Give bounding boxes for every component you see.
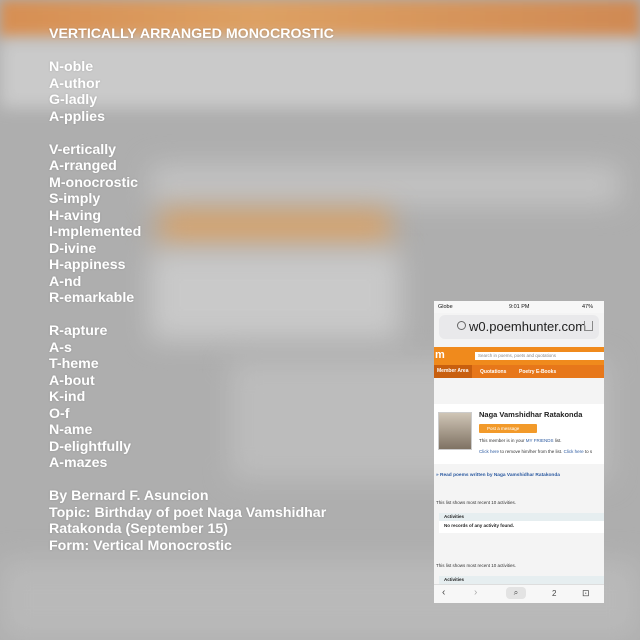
poem-line: A-bout: [49, 372, 95, 389]
time-label: 9:01 PM: [509, 304, 530, 310]
remove-description: to remove him/her from the list.: [500, 449, 563, 454]
poem-line: S-imply: [49, 191, 101, 207]
activity-note: This list shows most recent 10 activities.: [436, 500, 517, 505]
poem-line: D-elightfully: [49, 438, 131, 455]
remove-suffix: to s: [584, 449, 593, 454]
poem-text: [49, 26, 334, 554]
bookmarks-icon[interactable]: ⊡: [582, 588, 590, 598]
nav-poetry-ebooks[interactable]: Poetry E-Books: [519, 369, 557, 375]
poem-line: A-pplies: [49, 108, 105, 125]
profile-card: [434, 404, 604, 464]
poem-line: N-ame: [49, 422, 93, 438]
poem-title: VERTICALLY ARRANGED MONOCROSTIC: [49, 26, 334, 42]
status-bar: [434, 301, 604, 313]
nav-member-area[interactable]: Member Area: [434, 365, 472, 378]
poem-line: N-oble: [49, 59, 94, 75]
url-text: w0.poemhunter.com: [469, 319, 587, 334]
poem-line: By Bernard F. Asuncion: [49, 488, 209, 504]
phone-screenshot: [434, 301, 604, 603]
read-poems-link[interactable]: » Read poems written by Naga Vamshidhar Ratakonda: [436, 473, 560, 478]
poem-line: G-ladly: [49, 92, 98, 108]
profile-name: Naga Vamshidhar Ratakonda: [479, 410, 583, 419]
poem-line: A-nd: [49, 273, 82, 290]
poem-line: H-aving: [49, 207, 102, 224]
activities-table: [439, 513, 604, 533]
poem-line: D-ivine: [49, 240, 97, 257]
second-click-link[interactable]: Click here: [563, 449, 584, 454]
activities-header: Activities: [439, 576, 604, 584]
site-logo[interactable]: m: [435, 349, 445, 361]
friends-suffix: list.: [554, 438, 562, 443]
activities-empty: No records of any activity found.: [444, 523, 515, 528]
poem-line: A-uthor: [49, 75, 101, 92]
stanza-gap: [49, 125, 334, 142]
nav-quotations[interactable]: Quotations: [480, 369, 507, 375]
site-search-input[interactable]: Search in poems, poets and quotations: [475, 352, 604, 360]
poem-line: A-mazes: [49, 455, 108, 471]
friends-prefix: This member is in your: [479, 438, 525, 443]
address-bar[interactable]: [439, 315, 599, 339]
poem-line: H-appiness: [49, 257, 126, 273]
forward-icon[interactable]: ›: [474, 587, 478, 598]
poem-line: Form: Vertical Monocrostic: [49, 537, 232, 554]
poem-line: I-mplemented: [49, 224, 142, 240]
poem-line: Ratakonda (September 15): [49, 521, 228, 537]
post-message-button[interactable]: Post a message: [479, 424, 537, 433]
my-friends-link[interactable]: MY FRIENDS: [525, 438, 554, 443]
search-icon[interactable]: ⌕: [506, 587, 526, 599]
battery-label: 47%: [582, 304, 594, 310]
carrier-label: Globe: [438, 304, 453, 310]
poem-line: K-ind: [49, 389, 86, 405]
poem-line: M-onocrostic: [49, 174, 139, 191]
poem-line: R-apture: [49, 323, 108, 339]
lock-icon: [457, 321, 466, 330]
activities-header: Activities: [439, 513, 604, 521]
poem-line: R-emarkable: [49, 290, 135, 306]
poem-line: V-ertically: [49, 141, 117, 158]
browser-toolbar: [434, 584, 604, 603]
poem-line: Topic: Birthday of poet Naga Vamshidhar: [49, 504, 327, 521]
poem-line: T-heme: [49, 356, 99, 372]
stanza-gap: [49, 472, 334, 489]
poem-line: O-f: [49, 405, 70, 422]
poem-line: A-rranged: [49, 158, 117, 174]
share-icon[interactable]: [584, 321, 593, 331]
avatar: [438, 412, 472, 450]
stanza-gap: [49, 307, 334, 324]
site-nav: [434, 365, 604, 378]
activity-note: This list shows most recent 10 activities.: [436, 563, 517, 568]
remove-text: [479, 449, 592, 454]
tabs-icon[interactable]: 2: [552, 589, 557, 598]
friends-text: [479, 438, 561, 443]
site-header: [434, 347, 604, 365]
poem-stanzas: [49, 59, 334, 554]
back-icon[interactable]: ‹: [442, 587, 446, 598]
remove-link[interactable]: Click here: [479, 449, 500, 454]
poem-line: A-s: [49, 339, 72, 356]
